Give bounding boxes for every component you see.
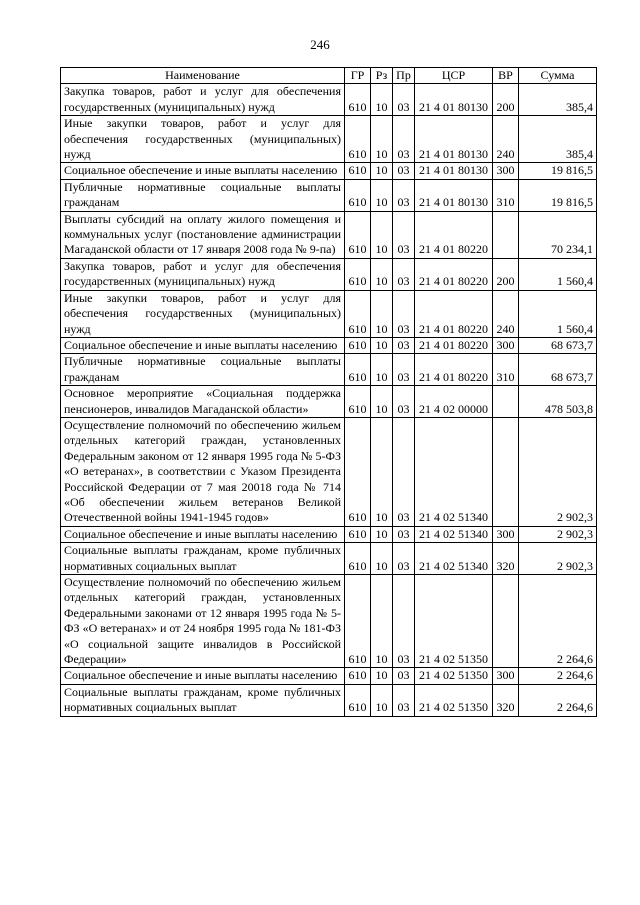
cell-csr: 21 4 01 80220 — [415, 290, 493, 337]
cell-rz: 10 — [371, 543, 393, 575]
cell-sum: 2 902,3 — [519, 543, 597, 575]
cell-name: Осуществление полномочий по обеспечению жильем отдельных категорий граждан, установленных Федеральными законами от 12 января 1995 года № 5-ФЗ «О ветеранах» и от 24 ноября 1995 года № 181-ФЗ «О социальной защите инвалидов в Российской Федерации» — [61, 575, 345, 668]
cell-sum: 68 673,7 — [519, 354, 597, 386]
cell-vr: 300 — [493, 668, 519, 684]
cell-name: Иные закупки товаров, работ и услуг для обеспечения государственных (муниципальных) нужд — [61, 116, 345, 163]
cell-name: Иные закупки товаров, работ и услуг для обеспечения государственных (муниципальных) нужд — [61, 290, 345, 337]
cell-pr: 03 — [393, 668, 415, 684]
cell-pr: 03 — [393, 417, 415, 526]
cell-sum: 19 816,5 — [519, 163, 597, 179]
cell-sum: 1 560,4 — [519, 258, 597, 290]
cell-rz: 10 — [371, 116, 393, 163]
cell-vr — [493, 417, 519, 526]
table-row — [61, 543, 597, 575]
cell-sum: 2 264,6 — [519, 575, 597, 668]
cell-pr: 03 — [393, 211, 415, 258]
cell-gr: 610 — [345, 179, 371, 211]
cell-name: Основное мероприятие «Социальная поддержка пенсионеров, инвалидов Магаданской области» — [61, 386, 345, 418]
cell-vr — [493, 211, 519, 258]
table-row — [61, 684, 597, 716]
table-row — [61, 290, 597, 337]
cell-sum: 2 264,6 — [519, 668, 597, 684]
cell-sum: 2 264,6 — [519, 684, 597, 716]
cell-csr: 21 4 01 80220 — [415, 211, 493, 258]
cell-rz: 10 — [371, 258, 393, 290]
cell-rz: 10 — [371, 417, 393, 526]
cell-gr: 610 — [345, 337, 371, 353]
cell-name: Социальные выплаты гражданам, кроме публичных нормативных социальных выплат — [61, 684, 345, 716]
cell-vr: 300 — [493, 526, 519, 542]
table-header-row — [61, 68, 597, 84]
cell-sum: 385,4 — [519, 84, 597, 116]
cell-pr: 03 — [393, 386, 415, 418]
cell-rz: 10 — [371, 526, 393, 542]
cell-csr: 21 4 01 80220 — [415, 258, 493, 290]
cell-name: Публичные нормативные социальные выплаты гражданам — [61, 354, 345, 386]
cell-sum: 2 902,3 — [519, 417, 597, 526]
cell-rz: 10 — [371, 211, 393, 258]
table-row — [61, 417, 597, 526]
cell-vr: 320 — [493, 543, 519, 575]
cell-name: Закупка товаров, работ и услуг для обеспечения государственных (муниципальных) нужд — [61, 84, 345, 116]
header-gr: ГР — [345, 68, 371, 84]
cell-rz: 10 — [371, 290, 393, 337]
cell-gr: 610 — [345, 575, 371, 668]
cell-csr: 21 4 01 80130 — [415, 163, 493, 179]
cell-csr: 21 4 01 80130 — [415, 84, 493, 116]
cell-name: Осуществление полномочий по обеспечению жильем отдельных категорий граждан, установленных Федеральным законом от 12 января 1995 года № 5-ФЗ «О ветеранах», в соответствии с Указом Президента Российской Федерации от 7 мая 20018 года № 714 «Об обеспечении жильем ветеранов Великой Отечественной войны 1941-1945 годов» — [61, 417, 345, 526]
cell-sum: 2 902,3 — [519, 526, 597, 542]
cell-csr: 21 4 02 00000 — [415, 386, 493, 418]
cell-rz: 10 — [371, 668, 393, 684]
cell-name: Социальное обеспечение и иные выплаты населению — [61, 163, 345, 179]
table-row — [61, 354, 597, 386]
cell-name: Социальные выплаты гражданам, кроме публичных нормативных социальных выплат — [61, 543, 345, 575]
table-row — [61, 258, 597, 290]
cell-csr: 21 4 02 51350 — [415, 575, 493, 668]
header-rz: Рз — [371, 68, 393, 84]
cell-sum: 70 234,1 — [519, 211, 597, 258]
cell-sum: 478 503,8 — [519, 386, 597, 418]
cell-gr: 610 — [345, 526, 371, 542]
cell-vr: 200 — [493, 258, 519, 290]
cell-sum: 1 560,4 — [519, 290, 597, 337]
cell-sum: 385,4 — [519, 116, 597, 163]
cell-vr: 240 — [493, 116, 519, 163]
cell-name: Публичные нормативные социальные выплаты гражданам — [61, 179, 345, 211]
cell-rz: 10 — [371, 354, 393, 386]
cell-gr: 610 — [345, 211, 371, 258]
budget-table — [60, 67, 597, 717]
page-number: 246 — [310, 37, 330, 52]
cell-vr: 310 — [493, 354, 519, 386]
cell-gr: 610 — [345, 354, 371, 386]
table-row — [61, 386, 597, 418]
header-sum: Сумма — [519, 68, 597, 84]
cell-vr: 200 — [493, 84, 519, 116]
cell-name: Закупка товаров, работ и услуг для обеспечения государственных (муниципальных) нужд — [61, 258, 345, 290]
cell-csr: 21 4 02 51340 — [415, 526, 493, 542]
cell-gr: 610 — [345, 116, 371, 163]
cell-gr: 610 — [345, 684, 371, 716]
cell-vr: 310 — [493, 179, 519, 211]
cell-sum: 68 673,7 — [519, 337, 597, 353]
cell-rz: 10 — [371, 84, 393, 116]
cell-rz: 10 — [371, 684, 393, 716]
cell-vr: 300 — [493, 163, 519, 179]
cell-vr — [493, 386, 519, 418]
cell-csr: 21 4 01 80130 — [415, 116, 493, 163]
cell-name: Социальное обеспечение и иные выплаты населению — [61, 526, 345, 542]
cell-gr: 610 — [345, 163, 371, 179]
table-row — [61, 526, 597, 542]
table-row — [61, 668, 597, 684]
cell-name: Социальное обеспечение и иные выплаты населению — [61, 337, 345, 353]
cell-csr: 21 4 01 80130 — [415, 179, 493, 211]
cell-vr — [493, 575, 519, 668]
cell-name: Социальное обеспечение и иные выплаты населению — [61, 668, 345, 684]
cell-pr: 03 — [393, 179, 415, 211]
cell-csr: 21 4 02 51350 — [415, 684, 493, 716]
cell-vr: 240 — [493, 290, 519, 337]
table-row — [61, 163, 597, 179]
cell-gr: 610 — [345, 386, 371, 418]
cell-pr: 03 — [393, 163, 415, 179]
header-csr: ЦСР — [415, 68, 493, 84]
cell-pr: 03 — [393, 684, 415, 716]
cell-rz: 10 — [371, 337, 393, 353]
cell-pr: 03 — [393, 258, 415, 290]
table-row — [61, 211, 597, 258]
cell-sum: 19 816,5 — [519, 179, 597, 211]
cell-rz: 10 — [371, 179, 393, 211]
cell-csr: 21 4 02 51340 — [415, 543, 493, 575]
table-row — [61, 84, 597, 116]
cell-rz: 10 — [371, 386, 393, 418]
cell-pr: 03 — [393, 526, 415, 542]
cell-vr: 300 — [493, 337, 519, 353]
cell-pr: 03 — [393, 337, 415, 353]
header-name: Наименование — [61, 68, 345, 84]
cell-gr: 610 — [345, 290, 371, 337]
cell-gr: 610 — [345, 417, 371, 526]
cell-gr: 610 — [345, 84, 371, 116]
cell-name: Выплаты субсидий на оплату жилого помещения и коммунальных услуг (постановление администрации Магаданской области от 17 января 2008 года № 9-па) — [61, 211, 345, 258]
cell-pr: 03 — [393, 116, 415, 163]
cell-rz: 10 — [371, 575, 393, 668]
cell-csr: 21 4 01 80220 — [415, 337, 493, 353]
cell-vr: 320 — [493, 684, 519, 716]
cell-pr: 03 — [393, 575, 415, 668]
cell-csr: 21 4 02 51350 — [415, 668, 493, 684]
cell-rz: 10 — [371, 163, 393, 179]
table-row — [61, 179, 597, 211]
table-row — [61, 575, 597, 668]
table-row — [61, 337, 597, 353]
cell-pr: 03 — [393, 84, 415, 116]
cell-pr: 03 — [393, 543, 415, 575]
cell-gr: 610 — [345, 668, 371, 684]
cell-csr: 21 4 02 51340 — [415, 417, 493, 526]
cell-gr: 610 — [345, 543, 371, 575]
header-pr: Пр — [393, 68, 415, 84]
cell-pr: 03 — [393, 290, 415, 337]
table-body — [61, 84, 597, 716]
table-row — [61, 116, 597, 163]
cell-pr: 03 — [393, 354, 415, 386]
header-vr: ВР — [493, 68, 519, 84]
cell-gr: 610 — [345, 258, 371, 290]
cell-csr: 21 4 01 80220 — [415, 354, 493, 386]
